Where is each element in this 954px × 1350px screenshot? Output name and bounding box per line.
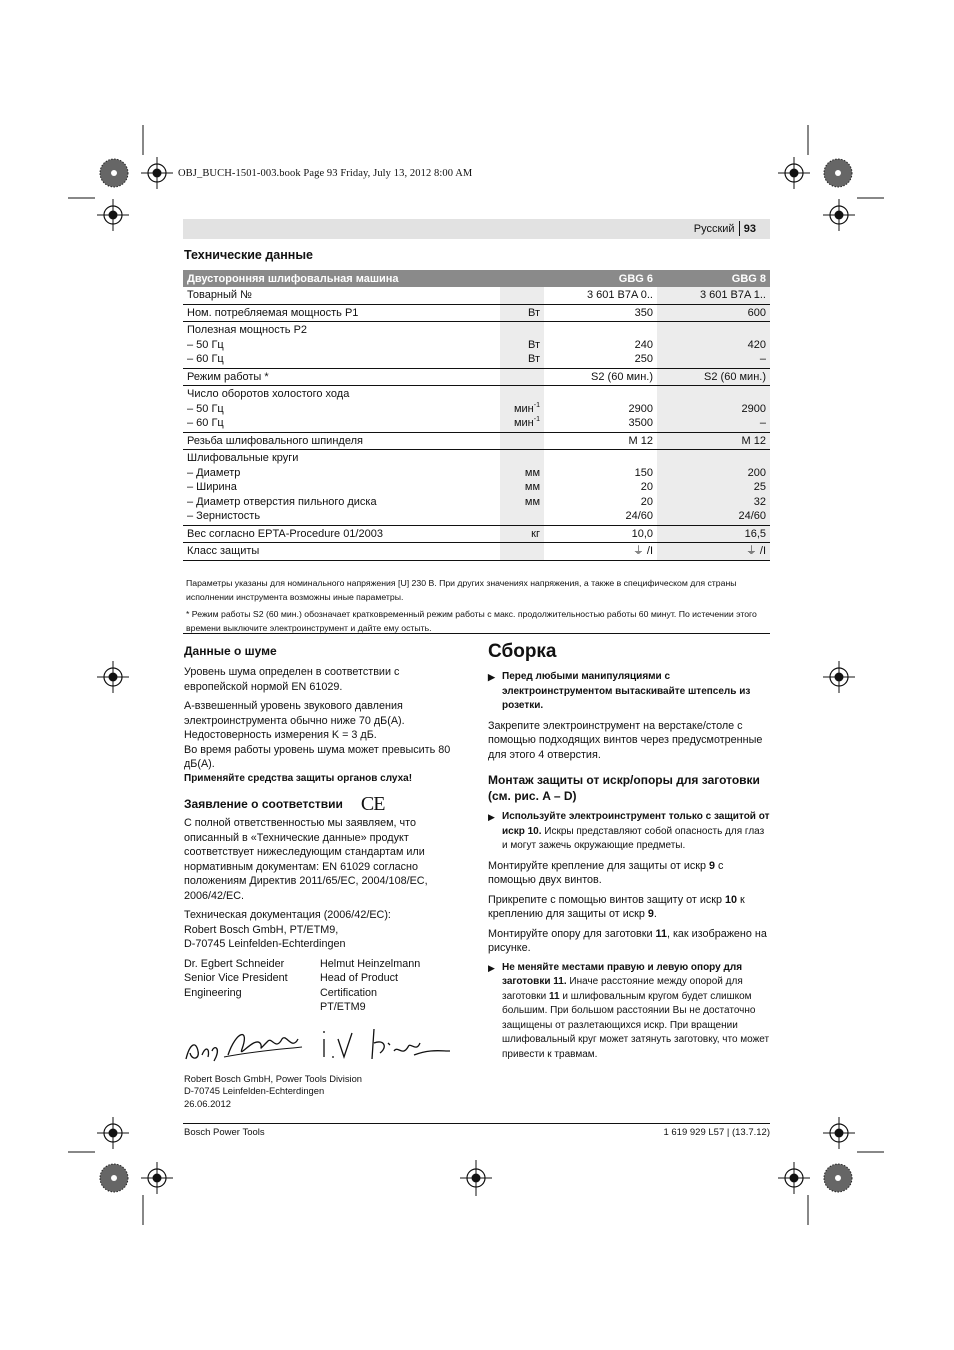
page-header-label: Русский 93: [693, 223, 756, 235]
footer-right: 1 619 929 L57 | (13.7.12): [663, 1127, 770, 1138]
address-block: Robert Bosch GmbH, Power Tools Division D-70745 Leinfelden-Echterdingen 26.06.2012: [184, 1072, 363, 1109]
spec-cell-v1: 240 250: [544, 322, 657, 369]
noise-p1: Уровень шума определен в соответствии с европейской нормой EN 61029.: [184, 666, 400, 693]
spec-cell-label: Ном. потребляемая мощность P1: [183, 304, 500, 322]
assembly-title: Сборка: [488, 641, 557, 662]
spec-cell-label: Класс защиты: [183, 543, 500, 561]
spec-cell-v2: ⏚ /I: [657, 543, 770, 561]
spec-cell-v2: 16,5: [657, 525, 770, 543]
spec-cell-v1: 2900 3500: [544, 386, 657, 433]
spec-table-row: [183, 368, 770, 386]
left-column: [184, 643, 466, 1110]
signatories: [184, 957, 466, 1015]
conformity-title-row: [184, 793, 466, 815]
spec-cell-label: Полезная мощность P2 – 50 Гц – 60 Гц: [183, 322, 500, 369]
assembly-p4: Монтируйте опору для заготовки 11, как изображено на рисунке.: [488, 927, 767, 954]
spec-table-row: [183, 322, 770, 369]
note-voltage: Параметры указаны для номинального напряжения [U] 230 В. При других значениях напряжения, а также в специфическом для страны исполнении инструмента возможны иные параметры.: [186, 578, 737, 602]
spec-cell-label: Товарный №: [183, 287, 500, 304]
spec-title: Технические данные: [184, 248, 313, 262]
spec-cell-unit: [500, 287, 544, 304]
noise-p2: A-взвешенный уровень звукового давления электроинструмента обычно ниже 70 дБ(A). Недостоверность измерения K = 3 дБ.: [184, 700, 405, 741]
spec-table: [183, 270, 770, 561]
spec-cell-v2: 200 25 32 24/60: [657, 450, 770, 526]
footer-left: Bosch Power Tools: [184, 1127, 265, 1138]
spec-cell-label: Вес согласно EPTA-Procedure 01/2003: [183, 525, 500, 543]
assembly-p2: Монтируйте крепление для защиты от искр 9 с помощью двух винтов.: [488, 859, 724, 886]
spec-cell-v2: S2 (60 мин.): [657, 368, 770, 386]
spec-cell-unit: Вт Вт: [500, 322, 544, 369]
spec-cell-v1: S2 (60 мин.): [544, 368, 657, 386]
signatory-1: Dr. Egbert Schneider Senior Vice President Engineering: [184, 957, 288, 999]
right-column: [488, 640, 770, 1067]
spec-cell-v1: ⏚ /I: [544, 543, 657, 561]
spec-cell-v1: 10,0: [544, 525, 657, 543]
spec-cell-unit: [500, 432, 544, 450]
spec-table-row: [183, 450, 770, 526]
spec-notes: [186, 576, 770, 638]
spec-cell-v1: 3 601 B7A 0..: [544, 287, 657, 304]
spec-cell-v1: M 12: [544, 432, 657, 450]
tech-doc: Техническая документация (2006/42/EC): Robert Bosch GmbH, PT/ETM9, D-70745 Leinfelden-Echterdingen: [184, 909, 391, 950]
spec-table-row: [183, 525, 770, 543]
arrow-bullet-icon: ▶: [488, 962, 495, 973]
spec-table-row: [183, 386, 770, 433]
spec-cell-v2: 3 601 B7A 1..: [657, 287, 770, 304]
warning-unplug: ▶ Перед любыми манипуляциями с электроинструментом вытаскивайте штепсель из розетки.: [488, 671, 751, 711]
spec-cell-label: Число оборотов холостого хода – 50 Гц – 60 Гц: [183, 386, 500, 433]
spec-cell-v2: M 12: [657, 432, 770, 450]
spec-cell-unit: Вт: [500, 304, 544, 322]
spec-table-row: [183, 432, 770, 450]
spec-table-row: [183, 304, 770, 322]
handwritten-signatures: [184, 1021, 466, 1069]
spec-cell-unit: [500, 368, 544, 386]
ce-mark: CE: [360, 793, 385, 815]
spec-cell-label: Резьба шлифовального шпинделя: [183, 432, 500, 450]
spec-cell-v2: 600: [657, 304, 770, 322]
conformity-title: Заявление о соответствии: [184, 797, 343, 811]
spark-guard-title: Монтаж защиты от искр/опоры для заготовки (см. рис. A – D): [488, 773, 760, 803]
footer-divider: [183, 1123, 770, 1124]
warning-spark-guard: ▶ Используйте электроинструмент только с защитой от искр 10. Искры представляют собой опасность для глаз и могут зажечь окружающие предметы.: [488, 811, 770, 851]
spec-cell-unit: кг: [500, 525, 544, 543]
spec-cell-unit: [500, 543, 544, 561]
noise-title: Данные о шуме: [184, 644, 277, 658]
warning-rest-swap: ▶ Не меняйте местами правую и левую опору для заготовки 11. Иначе расстояние между опорой для заготовки 11 и шлифовальным кругом будет слишком большим. При большом расстоянии Вы не достаточно защищены от разлетающихся искр. При вращении шлифовальный круг может затянуть заготовку, что может привести к травмам.: [488, 961, 770, 1060]
book-slug: OBJ_BUCH-1501-003.book Page 93 Friday, July 13, 2012 8:00 AM: [178, 168, 473, 179]
spec-cell-unit: мм мм мм: [500, 450, 544, 526]
spec-table-row: [183, 287, 770, 304]
spec-cell-v2: 2900 –: [657, 386, 770, 433]
spec-cell-unit: мин$^{-1}$ мин$^{-1}$: [500, 386, 544, 433]
spec-cell-v1: 350: [544, 304, 657, 322]
spec-cell-v2: 420 –: [657, 322, 770, 369]
arrow-bullet-icon: ▶: [488, 672, 495, 682]
assembly-p3: Прикрепите с помощью винтов защиту от искр 10 к креплению для защиты от искр 9.: [488, 893, 745, 920]
noise-p4: Применяйте средства защиты органов слуха!: [184, 772, 413, 784]
conformity-p1: С полной ответственностью мы заявляем, что описанный в «Технические данные» продукт соответствует нижеследующим стандартам или нормативным документам: EN 61029 согласно положениям Директив 2011/65/EC, 2004/108/EC, 2006/42/EC.: [184, 817, 428, 902]
spec-cell-label: Режим работы *: [183, 368, 500, 386]
divider: [183, 633, 770, 634]
note-mode: * Режим работы S2 (60 мин.) обозначает кратковременный режим работы с макс. продолжительностью работы 60 минут. По истечении этого времени выключите электроинструмент и дайте ему остыть.: [186, 609, 757, 633]
page-header-bar: [183, 219, 770, 239]
signatory-2: Helmut Heinzelmann Head of Product Certification PT/ETM9: [320, 957, 421, 1013]
noise-p3: Во время работы уровень шума может превысить 80 дБ(A).: [184, 743, 451, 770]
spec-cell-label: Шлифовальные круги – Диаметр – Ширина – Диаметр отверстия пильного диска – Зернистость: [183, 450, 500, 526]
assembly-p1: Закрепите электроинструмент на верстаке/столе с помощью подходящих винтов через предусмотренные для этого 4 отверстия.: [488, 719, 763, 761]
spec-cell-v1: 150 20 20 24/60: [544, 450, 657, 526]
spec-table-row: [183, 543, 770, 561]
arrow-bullet-icon: ▶: [488, 812, 495, 822]
spec-table-header: Двусторонняя шлифовальная машина GBG 6 GBG 8: [183, 270, 770, 287]
